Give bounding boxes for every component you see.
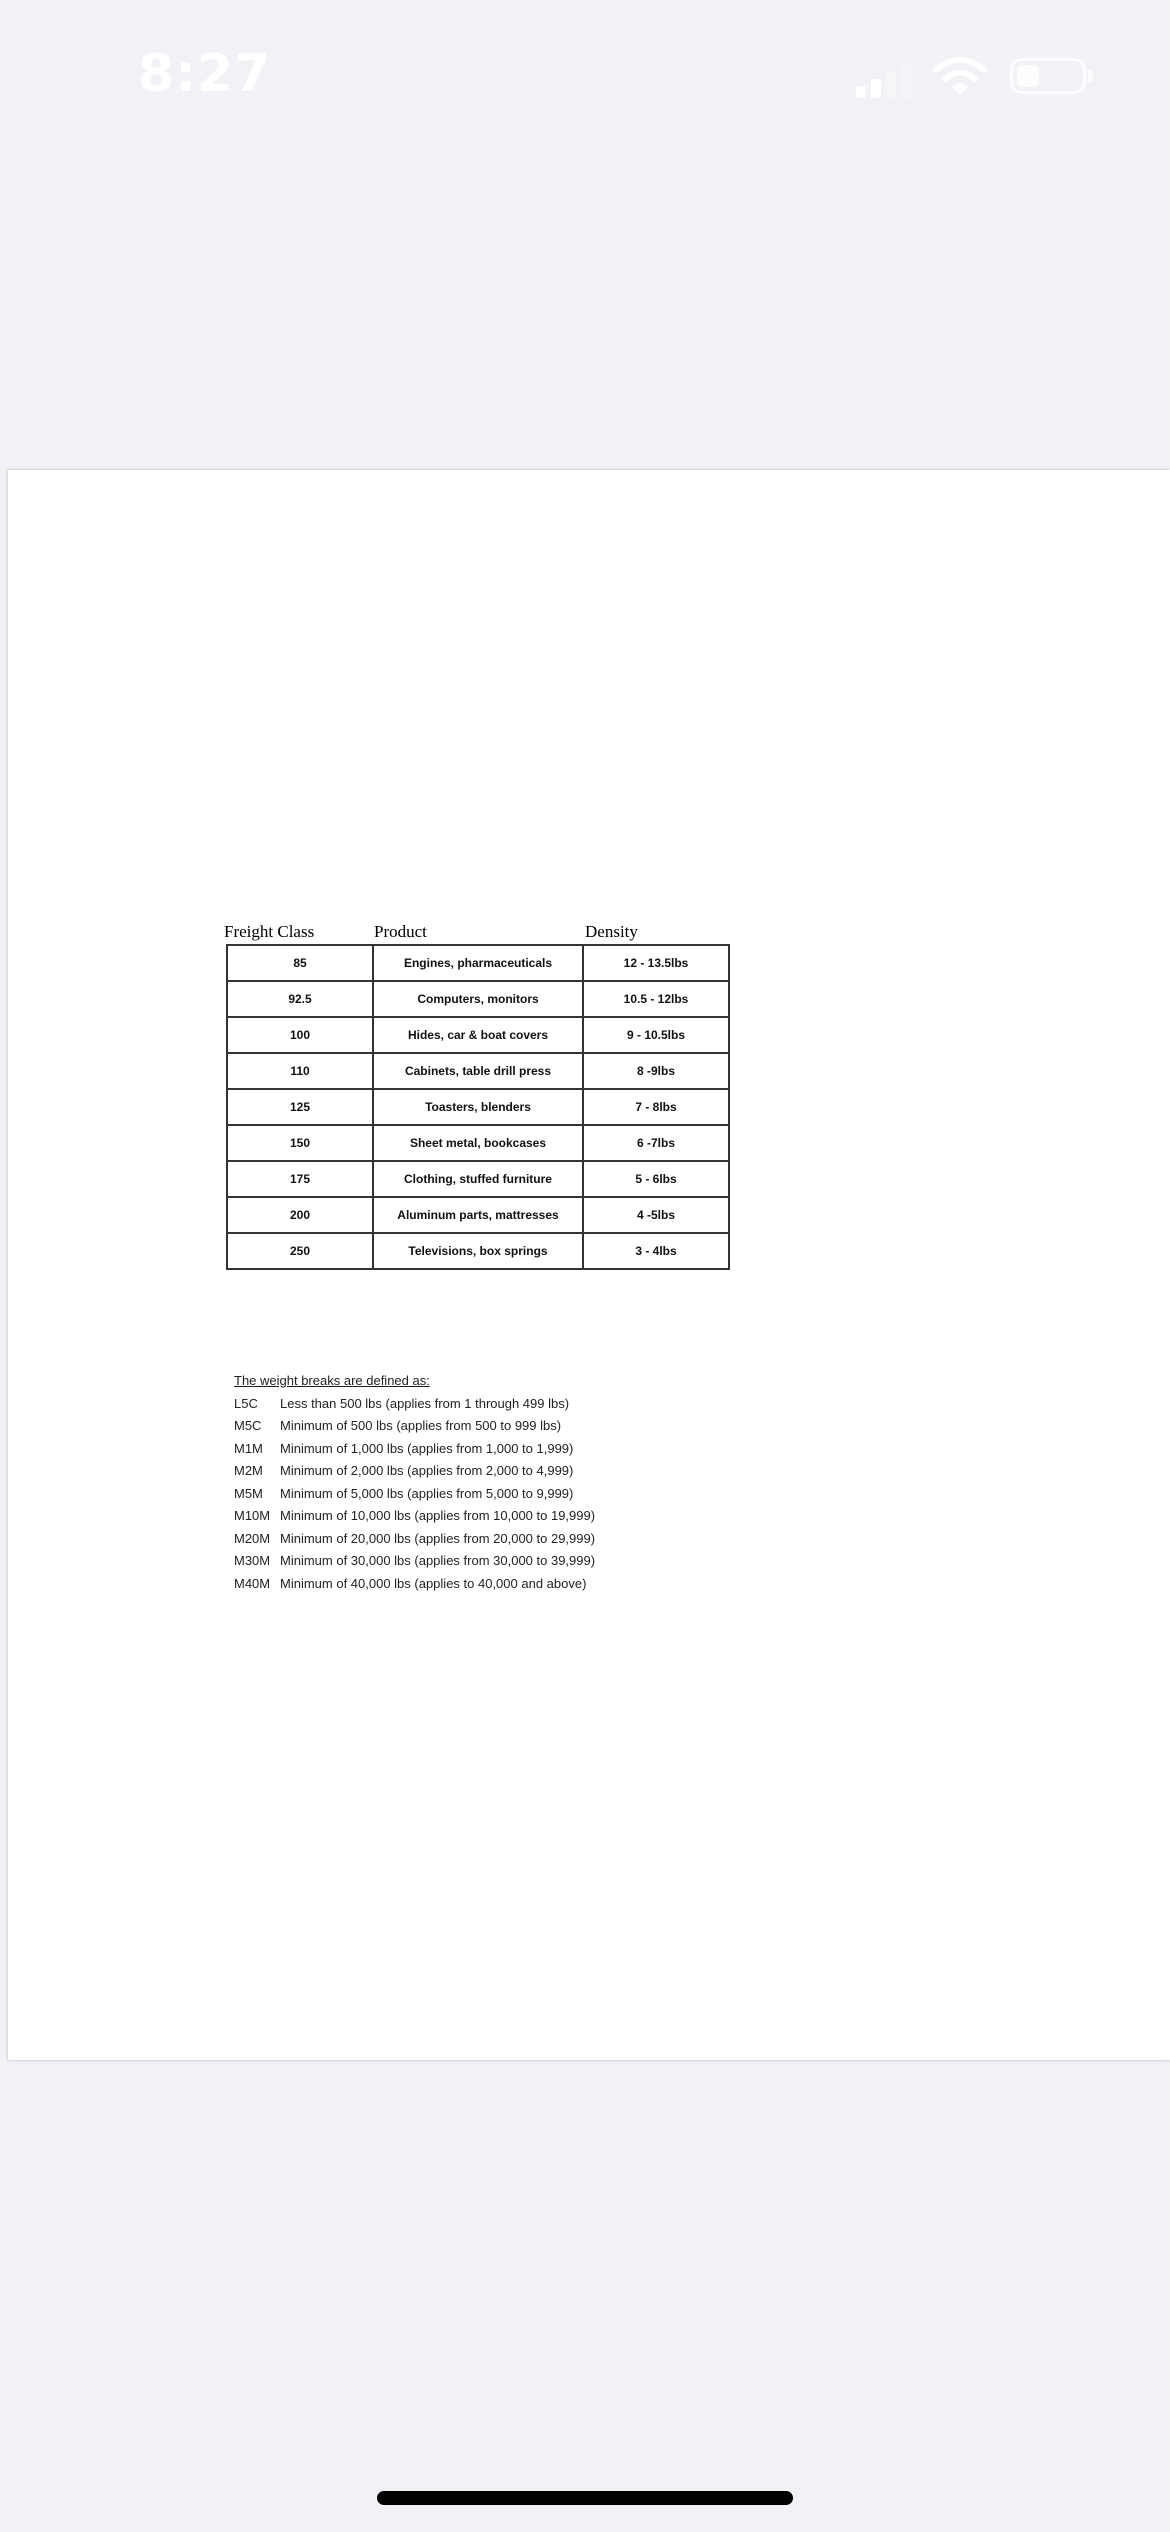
product-cell: Cabinets, table drill press — [373, 1053, 583, 1089]
freight-class-cell: 85 — [227, 945, 373, 981]
weight-breaks-section — [234, 1370, 595, 1595]
weight-break-code: M5C — [234, 1418, 262, 1433]
table-row — [227, 981, 729, 1017]
product-cell: Sheet metal, bookcases — [373, 1125, 583, 1161]
list-item — [234, 1573, 595, 1596]
header-density: Density — [585, 922, 638, 941]
product-cell: Televisions, box springs — [373, 1233, 583, 1269]
freight-class-cell: 200 — [227, 1197, 373, 1233]
weight-break-description: Minimum of 20,000 lbs (applies from 20,000 to 29,999) — [280, 1530, 596, 1546]
list-item — [234, 1505, 595, 1528]
home-indicator[interactable] — [377, 2491, 793, 2505]
weight-break-description: Less than 500 lbs (applies from 1 through 499 lbs) — [280, 1395, 570, 1411]
density-cell: 6 -7lbs — [583, 1125, 729, 1161]
density-cell: 8 -9lbs — [583, 1053, 729, 1089]
freight-class-table — [226, 944, 730, 1270]
table-row — [227, 1053, 729, 1089]
battery-icon — [1010, 58, 1086, 94]
weight-break-code: M30M — [234, 1553, 271, 1568]
density-cell: 9 - 10.5lbs — [583, 1017, 729, 1053]
list-item — [234, 1528, 595, 1551]
battery-tip — [1088, 70, 1093, 83]
header-product: Product — [374, 922, 427, 941]
density-cell: 12 - 13.5lbs — [583, 945, 729, 981]
table-row — [227, 1125, 729, 1161]
weight-breaks-list — [234, 1393, 595, 1596]
list-item — [234, 1483, 595, 1506]
weight-break-code: M5M — [234, 1485, 263, 1501]
weight-break-code: M40M — [234, 1575, 271, 1591]
list-item — [234, 1393, 595, 1416]
product-cell: Computers, monitors — [373, 981, 583, 1017]
weight-break-code: M1M — [234, 1440, 263, 1456]
freight-class-cell: 110 — [227, 1053, 373, 1089]
density-cell: 3 - 4lbs — [583, 1233, 729, 1269]
product-cell: Engines, pharmaceuticals — [373, 945, 583, 981]
freight-class-cell: 100 — [227, 1017, 373, 1053]
list-item — [234, 1460, 595, 1483]
freight-class-cell: 175 — [227, 1161, 373, 1197]
list-item — [234, 1415, 595, 1438]
weight-breaks-heading: The weight breaks are defined as: — [234, 1373, 430, 1388]
freight-class-cell: 250 — [227, 1233, 373, 1269]
weight-break-description: Minimum of 40,000 lbs (applies to 40,000 and above) — [280, 1575, 587, 1591]
density-cell: 5 - 6lbs — [583, 1161, 729, 1197]
weight-break-code: M10M — [234, 1508, 271, 1523]
table-row — [227, 945, 729, 981]
density-cell: 4 -5lbs — [583, 1197, 729, 1233]
table-row — [227, 1197, 729, 1233]
table-row — [227, 1161, 729, 1197]
status-bar — [0, 0, 1170, 150]
weight-break-description: Minimum of 1,000 lbs (applies from 1,000 to 1,999) — [280, 1440, 574, 1456]
weight-break-code: M20M — [234, 1530, 271, 1546]
weight-break-description: Minimum of 5,000 lbs (applies from 5,000 to 9,999) — [280, 1485, 574, 1501]
density-cell: 10.5 - 12lbs — [583, 981, 729, 1017]
density-cell: 7 - 8lbs — [583, 1089, 729, 1125]
list-item — [234, 1438, 595, 1461]
product-cell: Aluminum parts, mattresses — [373, 1197, 583, 1233]
status-time: 8:27 — [138, 44, 272, 104]
weight-break-code: M2M — [234, 1463, 263, 1478]
weight-break-description: Minimum of 500 lbs (applies from 500 to 999 lbs) — [280, 1418, 562, 1433]
table-row — [227, 1089, 729, 1125]
product-cell: Hides, car & boat covers — [373, 1017, 583, 1053]
weight-break-description: Minimum of 30,000 lbs (applies from 30,000 to 39,999) — [280, 1553, 596, 1568]
freight-class-cell: 150 — [227, 1125, 373, 1161]
table-row — [227, 1017, 729, 1053]
weight-break-code: L5C — [234, 1395, 258, 1411]
freight-class-cell: 125 — [227, 1089, 373, 1125]
table-body — [227, 945, 729, 1269]
signal-icon — [856, 62, 912, 98]
list-item — [234, 1550, 595, 1573]
wifi-icon — [932, 56, 988, 98]
freight-class-cell: 92.5 — [227, 981, 373, 1017]
weight-break-description: Minimum of 10,000 lbs (applies from 10,000 to 19,999) — [280, 1508, 596, 1523]
product-cell: Clothing, stuffed furniture — [373, 1161, 583, 1197]
weight-break-description: Minimum of 2,000 lbs (applies from 2,000 to 4,999) — [280, 1463, 574, 1478]
table-row — [227, 1233, 729, 1269]
header-freight-class: Freight Class — [224, 922, 315, 941]
battery-level — [1017, 65, 1039, 87]
product-cell: Toasters, blenders — [373, 1089, 583, 1125]
